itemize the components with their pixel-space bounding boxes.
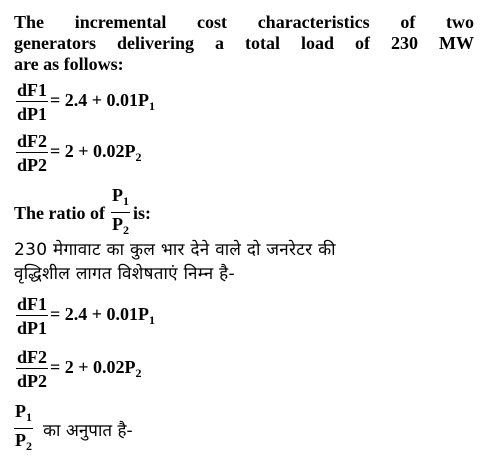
fraction-denominator [112,213,129,240]
denominator-subscript: 2 [26,439,32,453]
question-line: 230 मेगावाट का कुल भार देने वाले दो जनरेटर की [14,240,336,260]
question-line: The incremental cost characteristics of two [14,12,474,32]
fraction-denominator: dP1 [17,318,48,338]
fraction-numerator [111,186,130,213]
ratio-question-english [14,186,151,240]
rhs-subscript: 1 [149,313,156,327]
fraction-denominator: dP2 [17,155,48,175]
rhs-subscript: 1 [149,99,156,113]
derivative-fraction [16,347,48,391]
denominator-symbol: P [15,430,26,450]
equation-2-english [16,131,142,175]
numerator-symbol: P [111,185,123,205]
derivative-fraction [16,294,48,338]
rhs-main: = 2 + 0.02P [50,141,136,161]
question-line: are as follows: [14,54,124,74]
ratio-suffix: is: [132,202,151,223]
question-line: वृद्धिशील लागत विशेषताएं निम्न है- [14,264,235,284]
question-line: generators delivering a total load of 230 MW [14,33,474,53]
equation-rhs [50,141,142,165]
ratio-question-hindi [14,402,133,456]
fraction-numerator: dF1 [17,294,48,314]
fraction-numerator [14,402,33,429]
ratio-suffix: का अनुपात है- [43,420,133,441]
question-text-hindi [14,238,336,286]
derivative-fraction [16,131,48,175]
numerator-subscript: 1 [122,194,129,208]
fraction-denominator: dP1 [17,104,48,124]
rhs-main: = 2.4 + 0.01P [50,90,150,110]
equation-1-english [16,80,155,124]
rhs-subscript: 2 [135,150,142,164]
numerator-symbol: P [15,401,26,421]
equation-rhs [50,304,155,328]
fraction-denominator: dP2 [17,371,48,391]
equation-rhs [50,90,155,114]
equation-2-hindi [16,347,142,391]
equation-rhs [50,357,142,381]
denominator-subscript: 2 [122,223,129,237]
ratio-fraction [14,402,33,456]
derivative-fraction [16,80,48,124]
numerator-subscript: 1 [26,410,32,424]
rhs-main: = 2 + 0.02P [50,357,136,377]
fraction-denominator [15,429,32,456]
denominator-symbol: P [111,214,123,234]
ratio-prefix: The ratio of [14,202,105,223]
rhs-main: = 2.4 + 0.01P [50,304,150,324]
ratio-fraction [111,186,130,240]
fraction-numerator: dF2 [17,347,48,367]
question-text-english [14,12,474,75]
fraction-numerator: dF2 [17,131,48,151]
fraction-numerator: dF1 [17,80,48,100]
equation-1-hindi [16,294,155,338]
rhs-subscript: 2 [135,366,142,380]
